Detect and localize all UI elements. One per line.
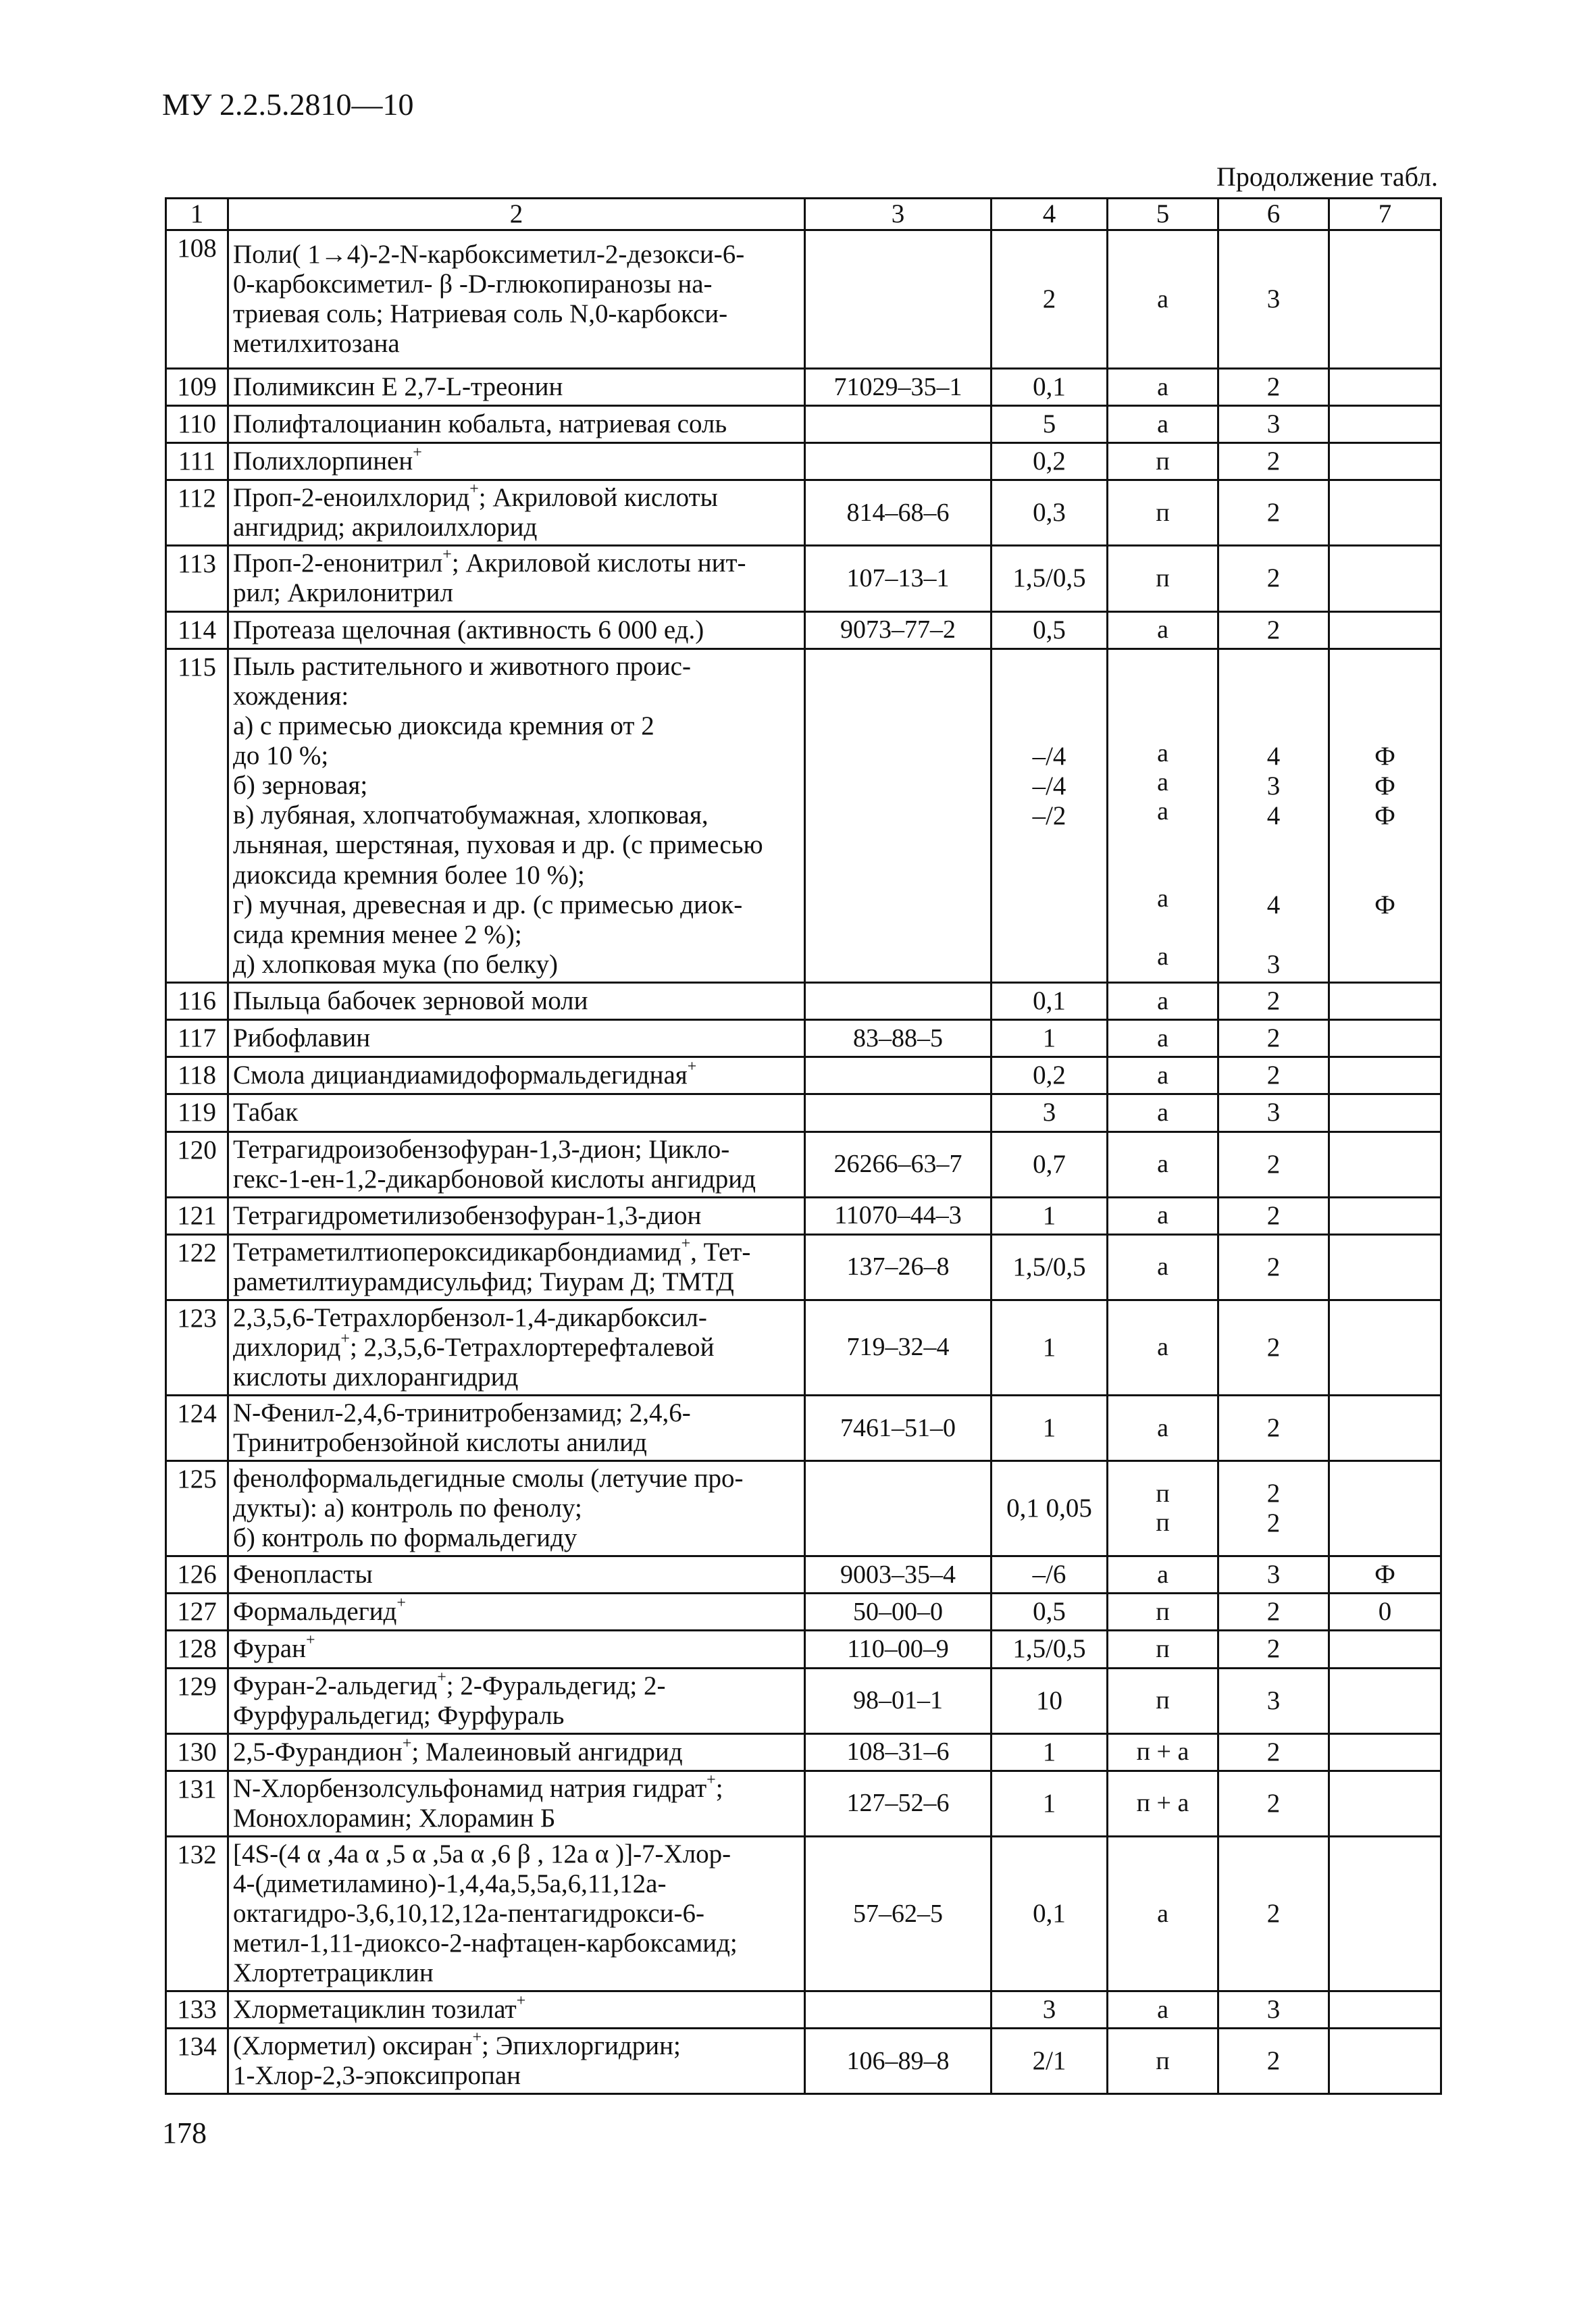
table-row	[166, 1300, 1441, 1395]
limit-value-cell: –/6	[992, 1556, 1108, 1594]
cas-number-cell: 110–00–9	[805, 1631, 992, 1668]
substance-name-cell	[228, 406, 805, 443]
table-row	[166, 1733, 1441, 1771]
superscript-mark: +	[706, 1771, 716, 1789]
row-number-cell: 125	[166, 1461, 228, 1556]
row-number-cell: 113	[166, 546, 228, 611]
hazard-class-cell: 2 2	[1218, 1461, 1329, 1556]
table-row	[166, 1461, 1441, 1556]
aggregate-state-cell: п	[1108, 1594, 1218, 1631]
column-header: 5	[1108, 199, 1218, 230]
limit-value-cell: 0,2	[992, 443, 1108, 480]
hazard-class-cell: 2	[1218, 1733, 1329, 1771]
effect-note-cell	[1329, 1836, 1441, 1991]
substance-name: Пыль растительного и животного проис- хождения: а) с примесью диоксида кремния от 2 до 10 %; б) зерновая; в) лубяная, хлопчатобумажная, хлопковая, льняная, шерстяная, пуховая и др. (с примесью диоксида кремния более 10 %); г) мучная, древесная и др. (с примесью диок- сида кремния менее 2 %); д) хлопковая мука (по белку)	[233, 652, 763, 979]
substance-name: Проп-2-еноилхлорид	[233, 483, 470, 513]
substance-name: [4S-(4 α ,4а α ,5 α ,5а α ,6 β , 12а α )]-7-Хлор- 4-(диметиламино)-1,4,4а,5,5а,6,11,12а- октагидро-3,6,10,12,12а-пентагидрокси-6- метил-1,11-диоксо-2-нафтацен-карбоксамид; Хлортетрациклин	[233, 1839, 738, 1988]
limit-value-cell: 0,5	[992, 1594, 1108, 1631]
row-number-cell: 115	[166, 649, 228, 983]
superscript-mark: +	[516, 1992, 526, 2010]
substance-name-cell	[228, 1057, 805, 1094]
effect-note-cell	[1329, 1132, 1441, 1197]
row-number-cell: 121	[166, 1197, 228, 1234]
substance-name-cell	[228, 1594, 805, 1631]
substance-name: Фуран	[233, 1634, 306, 1664]
table-row	[166, 1057, 1441, 1094]
substance-name-cell	[228, 1461, 805, 1556]
row-number-cell: 123	[166, 1300, 228, 1395]
cas-number-cell: 106–89–8	[805, 2029, 992, 2094]
aggregate-state-cell: а	[1108, 1556, 1218, 1594]
substance-name-continued: ; 2-Фуральдегид; 2- Фурфуральдегид; Фурфураль	[233, 1671, 666, 1730]
row-number-cell: 131	[166, 1771, 228, 1836]
substance-name: Фуран-2-альдегид	[233, 1671, 438, 1700]
substance-name-cell	[228, 1396, 805, 1461]
cas-number-cell	[805, 983, 992, 1020]
substance-name-cell	[228, 1197, 805, 1234]
aggregate-state-cell: а	[1108, 1300, 1218, 1395]
table-row	[166, 406, 1441, 443]
row-number-cell: 114	[166, 611, 228, 649]
limit-value-cell: 1	[992, 1733, 1108, 1771]
aggregate-state-cell: а	[1108, 406, 1218, 443]
cas-number-cell	[805, 1461, 992, 1556]
row-number-cell: 133	[166, 1991, 228, 2029]
limit-value-cell: 0,1	[992, 1836, 1108, 1991]
row-number-cell: 122	[166, 1234, 228, 1300]
effect-note-cell	[1329, 406, 1441, 443]
hazard-class-cell: 2	[1218, 1197, 1329, 1234]
page-number: 178	[162, 2116, 207, 2150]
row-number-cell: 130	[166, 1733, 228, 1771]
aggregate-state-cell: а	[1108, 1836, 1218, 1991]
substance-name: Фенопласты	[233, 1560, 373, 1590]
substance-name-cell	[228, 443, 805, 480]
limit-value-cell: 0,2	[992, 1057, 1108, 1094]
aggregate-state-cell: п	[1108, 1631, 1218, 1668]
substance-name-cell	[228, 1234, 805, 1300]
aggregate-state-cell: а	[1108, 1132, 1218, 1197]
aggregate-state-cell: п	[1108, 1668, 1218, 1733]
effect-note-cell	[1329, 1771, 1441, 1836]
superscript-mark: +	[687, 1058, 697, 1076]
table-header-row	[166, 199, 1441, 230]
table-row	[166, 1197, 1441, 1234]
column-header: 6	[1218, 199, 1329, 230]
substance-name-continued: , Тет- раметилтиурамдисульфид; Тиурам Д; ТМТД	[233, 1237, 751, 1296]
table-row	[166, 1556, 1441, 1594]
document-code: МУ 2.2.5.2810—10	[162, 87, 414, 122]
hazard-class-cell: 2	[1218, 369, 1329, 406]
aggregate-state-cell: а	[1108, 1020, 1218, 1057]
effect-note-cell	[1329, 1197, 1441, 1234]
substance-name: 2,5-Фурандион	[233, 1737, 403, 1766]
aggregate-state-cell: а	[1108, 1234, 1218, 1300]
limit-value-cell: 1,5/0,5	[992, 546, 1108, 611]
limit-value-cell: 5	[992, 406, 1108, 443]
substance-name: Пыльца бабочек зерновой моли	[233, 986, 588, 1016]
hazard-class-cell: 2	[1218, 443, 1329, 480]
cas-number-cell	[805, 230, 992, 369]
substance-name-cell	[228, 369, 805, 406]
aggregate-state-cell: а	[1108, 1197, 1218, 1234]
substance-name: Табак	[233, 1098, 299, 1127]
effect-note-cell	[1329, 2029, 1441, 2094]
cas-number-cell: 11070–44–3	[805, 1197, 992, 1234]
superscript-mark: +	[442, 546, 452, 564]
aggregate-state-cell: а	[1108, 1094, 1218, 1132]
effect-note-cell	[1329, 1094, 1441, 1132]
substance-name-cell	[228, 1020, 805, 1057]
aggregate-state-cell: а	[1108, 983, 1218, 1020]
effect-note-cell	[1329, 443, 1441, 480]
substance-name-cell	[228, 1733, 805, 1771]
cas-number-cell: 57–62–5	[805, 1836, 992, 1991]
hazard-class-cell: 2	[1218, 546, 1329, 611]
table-row	[166, 1631, 1441, 1668]
row-number-cell: 127	[166, 1594, 228, 1631]
row-number-cell: 119	[166, 1094, 228, 1132]
cas-number-cell	[805, 406, 992, 443]
limit-value-cell: 0,5	[992, 611, 1108, 649]
hazard-class-cell: 3	[1218, 1668, 1329, 1733]
substance-name: Формальдегид	[233, 1597, 397, 1627]
hazard-class-cell: 2	[1218, 611, 1329, 649]
cas-number-cell: 719–32–4	[805, 1300, 992, 1395]
hazard-class-cell: 2	[1218, 1396, 1329, 1461]
table-row	[166, 1836, 1441, 1991]
effect-note-cell	[1329, 1057, 1441, 1094]
substance-name-cell	[228, 2029, 805, 2094]
hazard-class-cell: 2	[1218, 1631, 1329, 1668]
substance-name: (Хлорметил) оксиран	[233, 2031, 473, 2061]
table-row	[166, 1396, 1441, 1461]
aggregate-state-cell: п п	[1108, 1461, 1218, 1556]
substance-name-cell	[228, 546, 805, 611]
cas-number-cell: 107–13–1	[805, 546, 992, 611]
table-row	[166, 2029, 1441, 2094]
aggregate-state-cell: п	[1108, 2029, 1218, 2094]
hazard-class-cell: 3	[1218, 1094, 1329, 1132]
superscript-mark: +	[396, 1594, 406, 1612]
superscript-mark: +	[681, 1234, 691, 1252]
table-row	[166, 369, 1441, 406]
row-number-cell: 134	[166, 2029, 228, 2094]
row-number-cell: 111	[166, 443, 228, 480]
superscript-mark: +	[472, 2029, 482, 2047]
cas-number-cell: 108–31–6	[805, 1733, 992, 1771]
substance-name: Смола дициандиамидоформальдегидная	[233, 1061, 688, 1090]
substance-name-cell	[228, 1300, 805, 1395]
cas-number-cell: 71029–35–1	[805, 369, 992, 406]
limit-value-cell: 1	[992, 1300, 1108, 1395]
cas-number-cell: 98–01–1	[805, 1668, 992, 1733]
hazard-class-cell: 2	[1218, 1771, 1329, 1836]
effect-note-cell: Ф	[1329, 1556, 1441, 1594]
limit-value-cell: 10	[992, 1668, 1108, 1733]
limit-value-cell: 1	[992, 1396, 1108, 1461]
aggregate-state-cell: п	[1108, 480, 1218, 546]
hazard-class-cell: 2	[1218, 1132, 1329, 1197]
table-row	[166, 649, 1441, 983]
column-header: 2	[228, 199, 805, 230]
row-number-cell: 109	[166, 369, 228, 406]
substance-name-cell	[228, 1668, 805, 1733]
effect-note-cell	[1329, 1300, 1441, 1395]
aggregate-state-cell: а	[1108, 369, 1218, 406]
cas-number-cell: 137–26–8	[805, 1234, 992, 1300]
effect-note-cell	[1329, 546, 1441, 611]
hazard-class-cell: 2	[1218, 1234, 1329, 1300]
substances-table	[165, 197, 1442, 2095]
limit-value-cell: –/4 –/4 –/2	[992, 649, 1108, 983]
substance-name-cell	[228, 1556, 805, 1594]
row-number-cell: 124	[166, 1396, 228, 1461]
substance-name: N-Фенил-2,4,6-тринитробензамид; 2,4,6- Тринитробензойной кислоты анилид	[233, 1398, 691, 1458]
row-number-cell: 132	[166, 1836, 228, 1991]
limit-value-cell: 1	[992, 1197, 1108, 1234]
hazard-class-cell: 3	[1218, 1991, 1329, 2029]
limit-value-cell: 3	[992, 1991, 1108, 2029]
substance-name-cell	[228, 1132, 805, 1197]
table-row	[166, 1132, 1441, 1197]
cas-number-cell: 83–88–5	[805, 1020, 992, 1057]
column-header: 3	[805, 199, 992, 230]
table-row	[166, 230, 1441, 369]
substance-name: Хлорметациклин тозилат	[233, 1995, 517, 2025]
effect-note-cell	[1329, 1461, 1441, 1556]
cas-number-cell	[805, 1094, 992, 1132]
superscript-mark: +	[413, 444, 422, 462]
effect-note-cell: Ф Ф Ф Ф	[1329, 649, 1441, 983]
substance-name: Рибофлавин	[233, 1023, 371, 1053]
cas-number-cell: 7461–51–0	[805, 1396, 992, 1461]
substance-name: Полихлорпинен	[233, 447, 413, 476]
column-header: 4	[992, 199, 1108, 230]
aggregate-state-cell: п	[1108, 546, 1218, 611]
limit-value-cell: 1,5/0,5	[992, 1234, 1108, 1300]
aggregate-state-cell: а	[1108, 1057, 1218, 1094]
hazard-class-cell: 3	[1218, 406, 1329, 443]
table-row	[166, 1668, 1441, 1733]
cas-number-cell: 50–00–0	[805, 1594, 992, 1631]
limit-value-cell: 1,5/0,5	[992, 1631, 1108, 1668]
cas-number-cell: 127–52–6	[805, 1771, 992, 1836]
cas-number-cell: 9073–77–2	[805, 611, 992, 649]
aggregate-state-cell: а	[1108, 230, 1218, 369]
substance-name-continued: ; Малеиновый ангидрид	[411, 1737, 683, 1766]
row-number-cell: 116	[166, 983, 228, 1020]
hazard-class-cell: 2	[1218, 1057, 1329, 1094]
superscript-mark: +	[340, 1329, 350, 1348]
substance-name-continued: ; Акриловой кислоты нит- рил; Акрилонитрил	[233, 549, 746, 608]
hazard-class-cell: 3	[1218, 1556, 1329, 1594]
superscript-mark: +	[469, 480, 479, 499]
substance-name-cell	[228, 1771, 805, 1836]
substance-name-cell	[228, 611, 805, 649]
substance-name-cell	[228, 983, 805, 1020]
effect-note-cell	[1329, 1991, 1441, 2029]
substance-name-cell	[228, 1836, 805, 1991]
aggregate-state-cell: п	[1108, 443, 1218, 480]
aggregate-state-cell: а	[1108, 1991, 1218, 2029]
substance-name: фенолформальдегидные смолы (летучие про- дукты): а) контроль по фенолу; б) контроль по формальдегиду	[233, 1464, 744, 1553]
limit-value-cell: 1	[992, 1020, 1108, 1057]
substance-name: Поли( 1→4)-2-N-карбоксиметил-2-дезокси-6- 0-карбоксиметил- β -D-глюкопиранозы на- триевая соль; Натриевая соль N,0-карбокси- метилхитозана	[233, 239, 745, 359]
superscript-mark: +	[306, 1631, 315, 1650]
aggregate-state-cell: а а а а а	[1108, 649, 1218, 983]
substance-name: Тетрагидрометилизобензофуран-1,3-дион	[233, 1200, 702, 1230]
limit-value-cell: 0,3	[992, 480, 1108, 546]
effect-note-cell	[1329, 369, 1441, 406]
aggregate-state-cell: п + а	[1108, 1733, 1218, 1771]
table-row	[166, 1020, 1441, 1057]
substance-name-cell	[228, 1094, 805, 1132]
hazard-class-cell: 3	[1218, 230, 1329, 369]
row-number-cell: 110	[166, 406, 228, 443]
cas-number-cell: 26266–63–7	[805, 1132, 992, 1197]
substance-name-continued: ; Акриловой кислоты ангидрид; акрилоилхлорид	[233, 483, 718, 542]
limit-value-cell: 0,7	[992, 1132, 1108, 1197]
substance-name: Тетраметилтиопероксидикарбондиамид	[233, 1237, 681, 1267]
row-number-cell: 126	[166, 1556, 228, 1594]
table-row	[166, 1094, 1441, 1132]
substance-name-continued: ; Эпихлоргидрин; 1-Хлор-2,3-эпоксипропан	[233, 2031, 681, 2091]
substance-name-cell	[228, 230, 805, 369]
table-row	[166, 443, 1441, 480]
effect-note-cell	[1329, 1668, 1441, 1733]
effect-note-cell	[1329, 480, 1441, 546]
effect-note-cell	[1329, 1631, 1441, 1668]
hazard-class-cell: 2	[1218, 1020, 1329, 1057]
cas-number-cell	[805, 1991, 992, 2029]
substance-name: Полимиксин Е 2,7-L-треонин	[233, 372, 563, 402]
superscript-mark: +	[437, 1668, 446, 1686]
substance-name-continued: ; 2,3,5,6-Тетрахлортерефталевой кислоты дихлорангидрид	[233, 1332, 715, 1392]
limit-value-cell: 0,1	[992, 369, 1108, 406]
table-row	[166, 1771, 1441, 1836]
substance-name: 2,3,5,6-Тетрахлорбензол-1,4-дикарбоксил- дихлорид	[233, 1302, 707, 1362]
column-header: 7	[1329, 199, 1441, 230]
hazard-class-cell: 2	[1218, 983, 1329, 1020]
hazard-class-cell: 2	[1218, 480, 1329, 546]
limit-value-cell: 3	[992, 1094, 1108, 1132]
superscript-mark: +	[402, 1734, 412, 1752]
limit-value-cell: 2	[992, 230, 1108, 369]
effect-note-cell: 0	[1329, 1594, 1441, 1631]
row-number-cell: 120	[166, 1132, 228, 1197]
row-number-cell: 108	[166, 230, 228, 369]
hazard-class-cell: 2	[1218, 1594, 1329, 1631]
effect-note-cell	[1329, 611, 1441, 649]
table-row	[166, 1991, 1441, 2029]
column-header: 1	[166, 199, 228, 230]
effect-note-cell	[1329, 1396, 1441, 1461]
substance-name: Тетрагидроизобензофуран-1,3-дион; Цикло- гекс-1-ен-1,2-дикарбоновой кислоты ангидрид	[233, 1134, 756, 1194]
aggregate-state-cell: а	[1108, 611, 1218, 649]
row-number-cell: 129	[166, 1668, 228, 1733]
table-continuation-label: Продолжение табл.	[1216, 161, 1438, 192]
effect-note-cell	[1329, 983, 1441, 1020]
hazard-class-cell: 2	[1218, 1300, 1329, 1395]
cas-number-cell: 9003–35–4	[805, 1556, 992, 1594]
row-number-cell: 128	[166, 1631, 228, 1668]
substance-name-cell	[228, 649, 805, 983]
hazard-class-cell: 2	[1218, 2029, 1329, 2094]
table-row	[166, 1234, 1441, 1300]
substance-name-cell	[228, 1991, 805, 2029]
limit-value-cell: 1	[992, 1771, 1108, 1836]
effect-note-cell	[1329, 1234, 1441, 1300]
limit-value-cell: 0,1 0,05	[992, 1461, 1108, 1556]
substance-name: Проп-2-енонитрил	[233, 549, 443, 578]
limit-value-cell: 2/1	[992, 2029, 1108, 2094]
effect-note-cell	[1329, 1020, 1441, 1057]
cas-number-cell: 814–68–6	[805, 480, 992, 546]
cas-number-cell	[805, 443, 992, 480]
substance-name-cell	[228, 1631, 805, 1668]
effect-note-cell	[1329, 230, 1441, 369]
table-row	[166, 983, 1441, 1020]
substance-name-continued: ; Монохлорамин; Хлорамин Б	[233, 1773, 723, 1833]
row-number-cell: 112	[166, 480, 228, 546]
substance-name: N-Хлорбензолсульфонамид натрия гидрат	[233, 1773, 707, 1803]
hazard-class-cell: 2	[1218, 1836, 1329, 1991]
effect-note-cell	[1329, 1733, 1441, 1771]
hazard-class-cell: 4 3 4 4 3	[1218, 649, 1329, 983]
substance-name-cell	[228, 480, 805, 546]
aggregate-state-cell: п + а	[1108, 1771, 1218, 1836]
table-row	[166, 611, 1441, 649]
row-number-cell: 118	[166, 1057, 228, 1094]
table-row	[166, 1594, 1441, 1631]
limit-value-cell: 0,1	[992, 983, 1108, 1020]
table-row	[166, 480, 1441, 546]
table-row	[166, 546, 1441, 611]
row-number-cell: 117	[166, 1020, 228, 1057]
substance-name: Полифталоцианин кобальта, натриевая соль	[233, 409, 727, 439]
substance-name: Протеаза щелочная (активность 6 000 ед.)	[233, 615, 704, 644]
aggregate-state-cell: а	[1108, 1396, 1218, 1461]
cas-number-cell	[805, 649, 992, 983]
cas-number-cell	[805, 1057, 992, 1094]
